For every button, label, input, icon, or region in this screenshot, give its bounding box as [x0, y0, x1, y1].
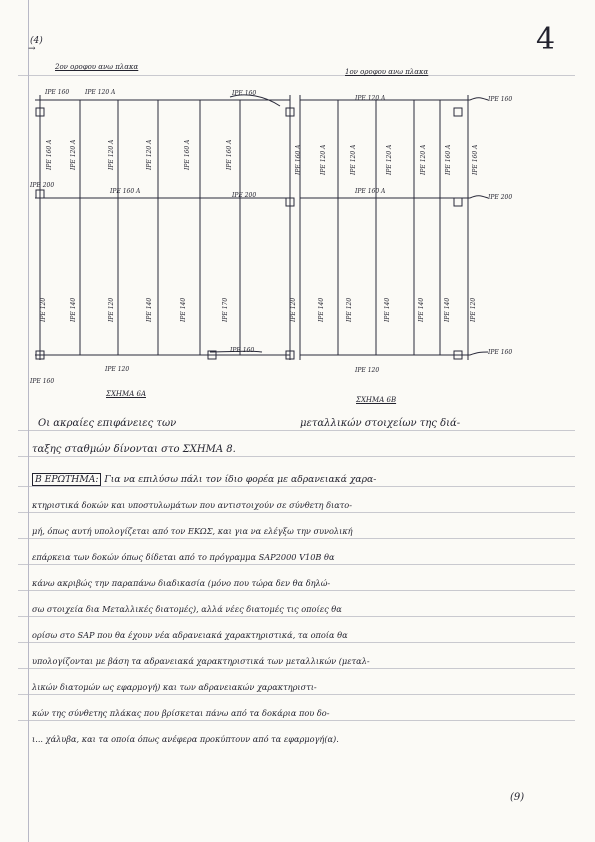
beam-label: IPE 160 — [488, 96, 513, 103]
column-label: IPE 140 — [146, 297, 153, 322]
column-label: IPE 120 — [290, 297, 297, 322]
body-line: κάνω ακριβώς την παραπάνω διαδικασία (μόνο που τώρα δεν θα δηλώ- — [32, 578, 331, 588]
body-line: σω στοιχεία δια Μεταλλικές διατομές), αλλά νέες διατομές τις οποίες θα — [32, 604, 342, 614]
column-label: IPE 140 — [318, 297, 325, 322]
question-label: Β ΕΡΩΤΗΜΑ: — [32, 473, 101, 486]
column-label: IPE 140 — [70, 297, 77, 322]
intro-line-b: μεταλλικών στοιχείων της διά- — [300, 418, 461, 429]
column-label: IPE 160 A — [226, 139, 233, 170]
body-line: υπολογίζονται με βάση τα αδρανειακά χαρακτηριστικά των μεταλλικών (μεταλ- — [32, 656, 370, 666]
beam-label: IPE 200 — [232, 192, 257, 199]
caption-right: ΣΧΗΜΑ 6Β — [356, 396, 397, 404]
column-label: IPE 120 — [346, 297, 353, 322]
beam-label: IPE 200 — [30, 182, 55, 189]
question-line: Για να επιλύσω πάλι τον ίδιο φορέα με αδρανειακά χαρα- — [104, 474, 377, 485]
column-label: IPE 140 — [384, 297, 391, 322]
column-label: IPE 160 A — [445, 144, 452, 175]
column-label: IPE 120 A — [70, 139, 77, 170]
plan-title-left: 2ον οροφου ανω πλακα — [55, 63, 139, 71]
beam-label: IPE 160 A — [355, 188, 386, 195]
beam-label: IPE 120 A — [355, 95, 386, 102]
beam-label: IPE 160 — [45, 89, 70, 96]
beam-label: IPE 160 A — [110, 188, 141, 195]
column-label: IPE 160 A — [472, 144, 479, 175]
column-label: IPE 140 — [418, 297, 425, 322]
column-label: IPE 120 A — [108, 139, 115, 170]
beam-label: IPE 200 — [488, 194, 513, 201]
intro-line-2: ταξης σταθμών δίνονται στο ΣΧΗΜΑ 8. — [32, 444, 236, 455]
beam-label: IPE 160 — [230, 347, 255, 354]
column-label: IPE 160 A — [295, 144, 302, 175]
body-line: επάρκεια των δοκών όπως δίδεται από το πρόγραμμα SAP2000 V10B θα — [32, 552, 335, 562]
column-label: IPE 140 — [444, 297, 451, 322]
beam-label: IPE 120 — [355, 367, 380, 374]
plan-title-right: 1ον οροφου ανω πλακα — [345, 68, 429, 76]
beam-label: IPE 160 — [232, 90, 257, 97]
beam-label: IPE 160 — [488, 349, 513, 356]
column-label: IPE 120 A — [320, 144, 327, 175]
structural-plan-drawing — [0, 0, 595, 420]
body-line: λικών διατομών ως εφαρμογή) και των αδρανειακών χαρακτηριστι- — [32, 682, 317, 692]
column-label: IPE 160 A — [46, 139, 53, 170]
column-label: IPE 120 A — [350, 144, 357, 175]
body-line: κτηριστικά δοκών και υποστυλωμάτων που αντιστοιχούν σε σύνθετη διατο- — [32, 500, 352, 510]
beam-label: IPE 120 A — [85, 89, 116, 96]
footer-mark: (9) — [510, 792, 525, 803]
header-mark: (4) — [30, 36, 43, 46]
caption-left: ΣΧΗΜΑ 6Α — [106, 390, 146, 398]
column-label: IPE 120 A — [386, 144, 393, 175]
question-first-line — [32, 474, 376, 485]
body-line: μή, όπως αυτή υπολογίζεται από τον ΕΚΩΣ, και για να ελέγξω την συνολική — [32, 526, 353, 536]
column-label: IPE 160 A — [184, 139, 191, 170]
column-label: IPE 170 — [222, 297, 229, 322]
column-label: IPE 120 — [108, 297, 115, 322]
beam-label: IPE 120 — [105, 366, 130, 373]
page-number: 4 — [536, 22, 556, 57]
arrow-mark: → — [28, 44, 36, 54]
beam-label: IPE 160 — [30, 378, 55, 385]
column-label: IPE 120 A — [146, 139, 153, 170]
body-line: ι... χάλυβα, και τα οποία όπως ανέφερα προκύπτουν από τα εφαρμογή(α). — [32, 734, 339, 744]
intro-line-a: Οι ακραίες επιφάνειες των — [38, 418, 177, 429]
column-label: IPE 120 — [40, 297, 47, 322]
column-label: IPE 140 — [180, 297, 187, 322]
body-line: κών της σύνθετης πλάκας που βρίσκεται πάνω από τα δοκάρια που δο- — [32, 708, 330, 718]
column-label: IPE 120 A — [420, 144, 427, 175]
body-line: ορίσω στο SAP που θα έχουν νέα αδρανειακά χαρακτηριστικά, τα οποία θα — [32, 630, 348, 640]
column-label: IPE 120 — [470, 297, 477, 322]
